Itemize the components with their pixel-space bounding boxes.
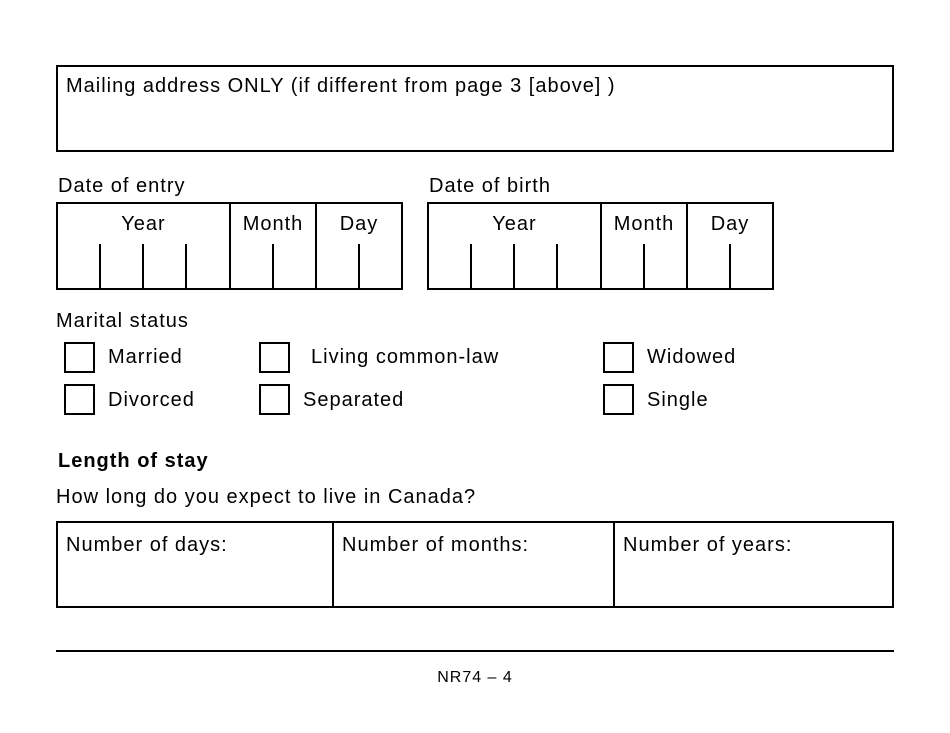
date-of-birth-input[interactable] — [429, 246, 772, 288]
date-of-entry-label: Date of entry — [58, 175, 186, 197]
living-common-law-checkbox[interactable] — [259, 342, 290, 373]
date-of-birth-grid — [427, 202, 774, 290]
number-of-years-label: Number of years: — [623, 534, 793, 556]
date-of-birth-label: Date of birth — [429, 175, 551, 197]
number-of-days-label: Number of days: — [66, 534, 228, 556]
number-of-months-label: Number of months: — [342, 534, 530, 556]
married-checkbox[interactable] — [64, 342, 95, 373]
date-of-entry-input[interactable] — [58, 246, 401, 288]
married-label: Married — [108, 346, 183, 368]
footer-divider — [56, 650, 894, 652]
number-of-years-field[interactable] — [615, 523, 892, 606]
widowed-label: Widowed — [647, 346, 737, 368]
date-of-entry-grid — [56, 202, 403, 290]
widowed-checkbox[interactable] — [603, 342, 634, 373]
living-common-law-label: Living common-law — [311, 346, 500, 368]
number-of-months-field[interactable] — [334, 523, 613, 606]
page-code: NR74 – 4 — [437, 669, 513, 686]
divorced-label: Divorced — [108, 389, 195, 411]
mailing-address-label: Mailing address ONLY (if different from page 3 [above] ) — [66, 75, 616, 97]
separated-label: Separated — [303, 389, 405, 411]
entry-year-header: Year — [121, 213, 166, 235]
mailing-address-field[interactable] — [56, 65, 894, 152]
birth-year-header: Year — [492, 213, 537, 235]
birth-month-header: Month — [613, 213, 675, 235]
separated-checkbox[interactable] — [259, 384, 290, 415]
number-of-days-field[interactable] — [58, 523, 332, 606]
single-checkbox[interactable] — [603, 384, 634, 415]
marital-status-label: Marital status — [56, 310, 189, 332]
entry-day-header: Day — [339, 213, 379, 235]
birth-day-header: Day — [710, 213, 750, 235]
length-of-stay-table — [56, 521, 894, 608]
stay-question: How long do you expect to live in Canada? — [56, 486, 477, 508]
divorced-checkbox[interactable] — [64, 384, 95, 415]
single-label: Single — [647, 389, 709, 411]
length-of-stay-heading: Length of stay — [58, 450, 209, 472]
entry-month-header: Month — [242, 213, 304, 235]
